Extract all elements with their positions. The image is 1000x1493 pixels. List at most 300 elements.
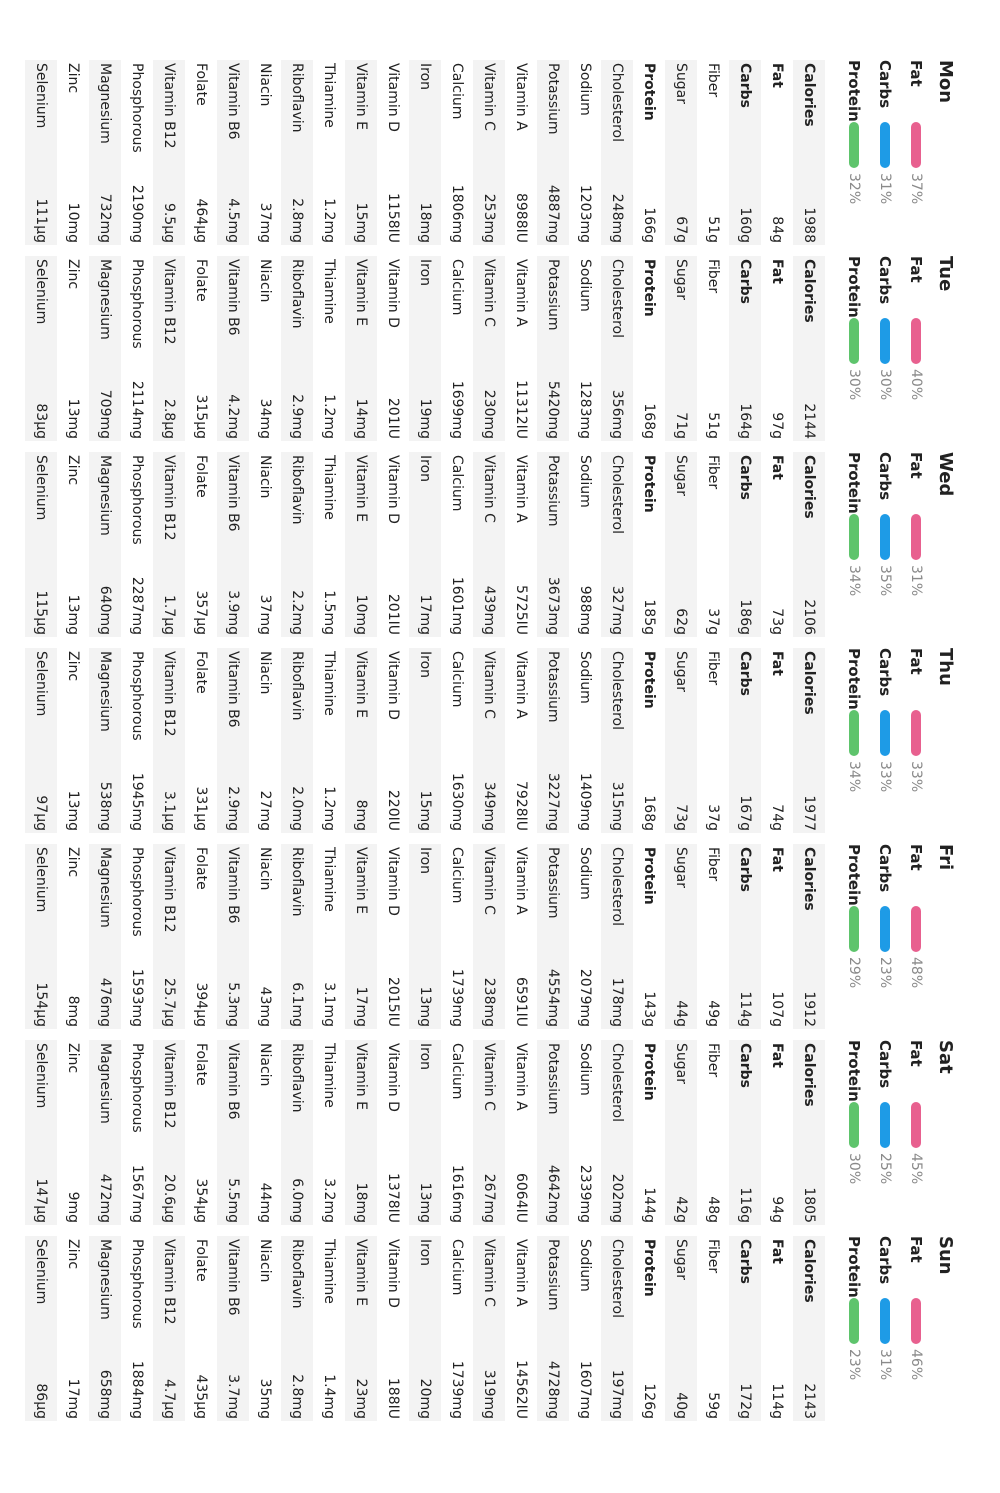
nutrient-value: 2.9mg	[225, 786, 241, 831]
macro-label-protein: Protein	[845, 844, 864, 906]
nutrient-label: Vitamin C	[481, 651, 497, 719]
nutrient-label: Fat	[769, 847, 785, 872]
nutrient-value: 67g	[673, 216, 689, 243]
nutrient-value: 25.7µg	[161, 978, 177, 1027]
nutrient-value: 267mg	[481, 1173, 497, 1223]
table-row	[153, 452, 185, 637]
table-row	[441, 844, 473, 1029]
macro-row-carbs	[870, 1040, 901, 1225]
nutrient-value: 172g	[737, 1383, 753, 1419]
nutrient-label: Selenium	[33, 847, 49, 913]
table-row	[281, 256, 313, 441]
table-row	[729, 1236, 761, 1421]
table-row	[185, 452, 217, 637]
macro-row-carbs	[870, 60, 901, 245]
nutrient-label: Vitamin B6	[225, 1043, 241, 1120]
nutrient-label: Iron	[417, 847, 433, 875]
table-row	[57, 1236, 89, 1421]
table-row	[793, 452, 825, 637]
nutrient-label: Niacin	[257, 651, 273, 695]
nutrient-value: 160g	[737, 207, 753, 243]
day-column-sun	[25, 1236, 958, 1421]
table-row	[153, 1236, 185, 1421]
nutrient-label: Magnesium	[97, 847, 113, 928]
table-row	[281, 844, 313, 1029]
table-row	[121, 1040, 153, 1225]
macro-bar-protein	[850, 1102, 860, 1148]
table-row	[793, 256, 825, 441]
nutrient-label: Iron	[417, 1043, 433, 1071]
nutrient-label: Folate	[193, 63, 209, 106]
nutrient-label: Thiamine	[321, 63, 337, 128]
macro-row-protein	[839, 648, 870, 833]
table-row	[217, 1040, 249, 1225]
table-row	[505, 1040, 537, 1225]
nutrient-label: Sugar	[673, 63, 689, 104]
table-row	[441, 60, 473, 245]
macro-label-protein: Protein	[845, 1040, 864, 1102]
table-row	[729, 1040, 761, 1225]
nutrient-label: Iron	[417, 63, 433, 91]
nutrient-label: Vitamin A	[513, 1239, 529, 1307]
table-row	[665, 1236, 697, 1421]
nutrient-value: 349mg	[481, 781, 497, 831]
nutrient-value: 476mg	[97, 977, 113, 1027]
nutrient-label: Cholesterol	[609, 63, 625, 143]
nutrient-value: 4.7µg	[161, 1378, 177, 1419]
nutrient-value: 17mg	[417, 594, 433, 635]
nutrient-value: 18mg	[353, 1182, 369, 1223]
nutrient-value: 2114mg	[129, 380, 145, 439]
table-row	[505, 1236, 537, 1421]
nutrient-label: Riboflavin	[289, 259, 305, 329]
nutrient-label: Iron	[417, 455, 433, 483]
table-row	[121, 648, 153, 833]
nutrient-label: Vitamin A	[513, 1043, 529, 1111]
nutrient-value: 37mg	[257, 202, 273, 243]
table-row	[185, 60, 217, 245]
nutrient-label: Vitamin D	[385, 259, 401, 328]
table-row	[345, 844, 377, 1029]
nutrient-value: 3673mg	[545, 576, 561, 635]
nutrient-value: 37g	[705, 608, 721, 635]
nutrient-value: 5.3mg	[225, 982, 241, 1027]
nutrient-value: 48g	[705, 1196, 721, 1223]
macro-bar-fat	[912, 1298, 922, 1344]
macro-bar-protein	[850, 514, 860, 560]
table-row	[377, 452, 409, 637]
nutrient-value: 126g	[641, 1383, 657, 1419]
nutrient-value: 2079mg	[577, 968, 593, 1027]
table-row	[601, 60, 633, 245]
nutrient-label: Cholesterol	[609, 1043, 625, 1123]
nutrient-value: 1912	[801, 991, 817, 1027]
nutrient-value: 8mg	[65, 995, 81, 1027]
macro-label-protein: Protein	[845, 1236, 864, 1298]
nutrient-value: 5725IU	[513, 584, 529, 635]
nutrient-label: Zinc	[65, 1043, 81, 1074]
nutrient-value: 27mg	[257, 790, 273, 831]
nutrient-value: 2106	[801, 599, 817, 635]
nutrient-value: 1739mg	[449, 1360, 465, 1419]
macro-label-fat: Fat	[907, 452, 926, 479]
nutrient-value: 114g	[769, 1383, 785, 1419]
nutrient-value: 464µg	[193, 198, 209, 243]
table-row	[377, 256, 409, 441]
nutrient-value: 178mg	[609, 977, 625, 1027]
macro-row-fat	[901, 60, 932, 245]
table-row	[121, 60, 153, 245]
macro-percent-protein: 32%	[846, 173, 863, 205]
nutrient-value: 168g	[641, 403, 657, 439]
table-row	[249, 256, 281, 441]
nutrient-value: 167g	[737, 795, 753, 831]
table-row	[217, 60, 249, 245]
table-row	[537, 452, 569, 637]
nutrient-value: 73g	[769, 608, 785, 635]
nutrient-value: 15mg	[417, 790, 433, 831]
nutrient-label: Folate	[193, 847, 209, 890]
nutrient-value: 2190mg	[129, 184, 145, 243]
nutrient-label: Vitamin D	[385, 63, 401, 132]
table-row	[185, 1236, 217, 1421]
table-row	[249, 452, 281, 637]
nutrient-label: Folate	[193, 1239, 209, 1282]
nutrient-value: 84g	[769, 216, 785, 243]
macro-label-protein: Protein	[845, 648, 864, 710]
table-row	[121, 452, 153, 637]
table-row	[537, 1236, 569, 1421]
nutrient-label: Vitamin B12	[161, 455, 177, 541]
macro-label-fat: Fat	[907, 844, 926, 871]
nutrient-value: 1945mg	[129, 772, 145, 831]
nutrient-value: 201IU	[385, 397, 401, 439]
table-row	[793, 1236, 825, 1421]
nutrient-label: Fiber	[705, 1239, 721, 1274]
nutrient-label: Magnesium	[97, 1239, 113, 1320]
nutrient-value: 1593mg	[129, 968, 145, 1027]
table-row	[761, 1040, 793, 1225]
macro-bar-carbs	[881, 1298, 891, 1344]
nutrient-value: 1.2mg	[321, 394, 337, 439]
nutrient-label: Selenium	[33, 455, 49, 521]
table-row	[697, 1040, 729, 1225]
nutrient-value: 3.2mg	[321, 1178, 337, 1223]
macro-bar-fat	[912, 122, 922, 168]
nutrient-label: Riboflavin	[289, 651, 305, 721]
table-row	[633, 452, 665, 637]
macro-label-carbs: Carbs	[876, 648, 895, 697]
table-row	[601, 1040, 633, 1225]
macro-bar-protein	[850, 122, 860, 168]
nutrient-label: Vitamin B12	[161, 651, 177, 737]
nutrient-table	[25, 844, 825, 1029]
table-row	[153, 1040, 185, 1225]
nutrient-table	[25, 60, 825, 245]
table-row	[377, 1040, 409, 1225]
nutrient-value: 144g	[641, 1187, 657, 1223]
nutrient-label: Folate	[193, 1043, 209, 1086]
nutrient-value: 356mg	[609, 389, 625, 439]
table-row	[729, 452, 761, 637]
macro-bar-carbs	[881, 318, 891, 364]
nutrient-label: Potassium	[545, 651, 561, 723]
nutrient-value: 1616mg	[449, 1164, 465, 1223]
nutrient-value: 17mg	[353, 986, 369, 1027]
nutrient-label: Carbs	[737, 63, 753, 108]
nutrient-value: 5420mg	[545, 380, 561, 439]
table-row	[281, 452, 313, 637]
table-row	[89, 648, 121, 833]
table-row	[665, 1040, 697, 1225]
table-row	[633, 648, 665, 833]
nutrient-value: 6064IU	[513, 1172, 529, 1223]
nutrient-label: Folate	[193, 259, 209, 302]
nutrient-value: 327mg	[609, 585, 625, 635]
nutrient-label: Thiamine	[321, 651, 337, 716]
macro-percent-carbs: 35%	[877, 565, 894, 597]
table-row	[537, 844, 569, 1029]
nutrient-label: Thiamine	[321, 259, 337, 324]
macro-label-fat: Fat	[907, 1040, 926, 1067]
table-row	[569, 60, 601, 245]
nutrient-value: 319mg	[481, 1369, 497, 1419]
nutrient-label: Zinc	[65, 1239, 81, 1270]
macro-percent-carbs: 30%	[877, 369, 894, 401]
nutrient-value: 1283mg	[577, 380, 593, 439]
nutrient-label: Zinc	[65, 847, 81, 878]
nutrient-value: 1567mg	[129, 1164, 145, 1223]
nutrient-label: Vitamin E	[353, 259, 369, 326]
nutrient-value: 248mg	[609, 193, 625, 243]
table-row	[793, 60, 825, 245]
nutrient-value: 2143	[801, 1383, 817, 1419]
table-row	[473, 1236, 505, 1421]
table-row	[569, 256, 601, 441]
macro-percent-carbs: 33%	[877, 761, 894, 793]
table-row	[25, 1040, 57, 1225]
table-row	[409, 60, 441, 245]
nutrient-label: Riboflavin	[289, 1239, 305, 1309]
table-row	[601, 452, 633, 637]
nutrient-label: Potassium	[545, 63, 561, 135]
table-row	[537, 60, 569, 245]
nutrient-value: 253mg	[481, 193, 497, 243]
nutrient-label: Selenium	[33, 259, 49, 325]
nutrient-value: 1378IU	[385, 1172, 401, 1223]
table-row	[25, 256, 57, 441]
nutrient-value: 1988	[801, 207, 817, 243]
day-column-tue	[25, 256, 958, 441]
nutrient-label: Protein	[641, 1239, 657, 1297]
table-row	[89, 452, 121, 637]
table-row	[697, 844, 729, 1029]
nutrient-label: Protein	[641, 1043, 657, 1101]
macro-label-carbs: Carbs	[876, 60, 895, 109]
table-row	[153, 844, 185, 1029]
nutrient-value: 4.2mg	[225, 394, 241, 439]
macro-row-fat	[901, 844, 932, 1029]
nutrient-label: Cholesterol	[609, 455, 625, 535]
nutrient-label: Vitamin C	[481, 1043, 497, 1111]
table-row	[665, 256, 697, 441]
macro-label-carbs: Carbs	[876, 844, 895, 893]
table-row	[89, 1040, 121, 1225]
macro-row-protein	[839, 1236, 870, 1421]
table-row	[153, 60, 185, 245]
nutrient-label: Fat	[769, 455, 785, 480]
nutrient-value: 37g	[705, 804, 721, 831]
nutrient-label: Sodium	[577, 847, 593, 900]
day-column-thu	[25, 648, 958, 833]
nutrient-value: 185g	[641, 599, 657, 635]
macro-row-protein	[839, 1040, 870, 1225]
table-row	[217, 648, 249, 833]
macro-row-fat	[901, 648, 932, 833]
table-row	[601, 1236, 633, 1421]
nutrient-value: 354µg	[193, 1178, 209, 1223]
nutrient-label: Vitamin E	[353, 1043, 369, 1110]
table-row	[633, 1236, 665, 1421]
nutrient-label: Carbs	[737, 259, 753, 304]
table-row	[441, 256, 473, 441]
day-column-sat	[25, 1040, 958, 1225]
nutrient-value: 44mg	[257, 1182, 273, 1223]
table-row	[409, 1236, 441, 1421]
nutrient-value: 3.1mg	[321, 982, 337, 1027]
table-row	[313, 1236, 345, 1421]
nutrient-label: Calcium	[449, 259, 465, 316]
nutrient-value: 2015IU	[385, 976, 401, 1027]
nutrient-label: Calories	[801, 63, 817, 127]
macro-label-carbs: Carbs	[876, 256, 895, 305]
nutrient-value: 147µg	[33, 1178, 49, 1223]
table-row	[633, 1040, 665, 1225]
nutrient-value: 230mg	[481, 389, 497, 439]
nutrient-label: Magnesium	[97, 455, 113, 536]
nutrient-value: 2.9mg	[289, 394, 305, 439]
nutrient-label: Vitamin A	[513, 651, 529, 719]
macro-percent-protein: 34%	[846, 761, 863, 793]
table-row	[377, 60, 409, 245]
nutrient-value: 435µg	[193, 1374, 209, 1419]
nutrient-label: Calcium	[449, 847, 465, 904]
table-row	[217, 256, 249, 441]
table-row	[697, 256, 729, 441]
table-row	[409, 1040, 441, 1225]
table-row	[281, 1040, 313, 1225]
table-row	[601, 844, 633, 1029]
nutrient-value: 1699mg	[449, 380, 465, 439]
table-row	[57, 256, 89, 441]
table-row	[313, 844, 345, 1029]
macro-bar-carbs	[881, 122, 891, 168]
nutrient-label: Vitamin D	[385, 651, 401, 720]
nutrient-label: Selenium	[33, 63, 49, 129]
nutrient-label: Phosphorous	[129, 455, 145, 545]
day-title: Sat	[935, 1040, 956, 1074]
nutrient-value: 202mg	[609, 1173, 625, 1223]
nutrient-value: 97g	[769, 412, 785, 439]
macro-percent-fat: 40%	[908, 369, 925, 401]
macro-percent-protein: 34%	[846, 565, 863, 597]
macro-row-carbs	[870, 844, 901, 1029]
nutrient-value: 1805	[801, 1187, 817, 1223]
nutrient-label: Iron	[417, 1239, 433, 1267]
nutrient-table	[25, 1236, 825, 1421]
macro-row-fat	[901, 256, 932, 441]
nutrient-value: 201IU	[385, 593, 401, 635]
nutrient-label: Vitamin B6	[225, 1239, 241, 1316]
table-row	[57, 1040, 89, 1225]
macro-percent-carbs: 25%	[877, 1153, 894, 1185]
table-row	[793, 648, 825, 833]
macro-row-protein	[839, 452, 870, 637]
macro-row-fat	[901, 1040, 932, 1225]
macro-row-carbs	[870, 256, 901, 441]
nutrient-label: Riboflavin	[289, 63, 305, 133]
nutrient-label: Thiamine	[321, 455, 337, 520]
nutrient-value: 2287mg	[129, 576, 145, 635]
nutrient-value: 10mg	[353, 594, 369, 635]
nutrient-value: 1884mg	[129, 1360, 145, 1419]
table-row	[121, 1236, 153, 1421]
table-row	[697, 60, 729, 245]
nutrient-label: Fat	[769, 63, 785, 88]
nutrient-label: Carbs	[737, 1043, 753, 1088]
macro-bar-fat	[912, 906, 922, 952]
nutrient-label: Vitamin E	[353, 1239, 369, 1306]
nutrient-value: 114g	[737, 991, 753, 1027]
table-row	[537, 1040, 569, 1225]
nutrient-value: 17mg	[65, 1378, 81, 1419]
nutrient-label: Vitamin A	[513, 63, 529, 131]
nutrient-label: Niacin	[257, 63, 273, 107]
macro-percent-fat: 46%	[908, 1349, 925, 1381]
nutrient-label: Vitamin B6	[225, 651, 241, 728]
nutrient-value: 73g	[673, 804, 689, 831]
nutrient-label: Potassium	[545, 1239, 561, 1311]
table-row	[665, 60, 697, 245]
nutrient-label: Zinc	[65, 651, 81, 682]
nutrient-value: 4.5mg	[225, 198, 241, 243]
table-row	[537, 648, 569, 833]
macro-bar-carbs	[881, 710, 891, 756]
nutrient-label: Magnesium	[97, 63, 113, 144]
nutrient-value: 4887mg	[545, 184, 561, 243]
table-row	[441, 452, 473, 637]
table-row	[505, 60, 537, 245]
nutrient-value: 49g	[705, 1000, 721, 1027]
nutrient-label: Selenium	[33, 1239, 49, 1305]
macro-row-protein	[839, 256, 870, 441]
nutrient-value: 1.7µg	[161, 594, 177, 635]
table-row	[473, 1040, 505, 1225]
macro-percent-fat: 31%	[908, 565, 925, 597]
nutrient-value: 23mg	[353, 1378, 369, 1419]
table-row	[473, 256, 505, 441]
nutrient-value: 14mg	[353, 398, 369, 439]
macro-bar-protein	[850, 906, 860, 952]
nutrient-label: Sodium	[577, 63, 593, 116]
table-row	[185, 844, 217, 1029]
nutrient-label: Fiber	[705, 455, 721, 490]
macro-bar-protein	[850, 710, 860, 756]
nutrient-value: 37mg	[257, 594, 273, 635]
nutrient-label: Vitamin C	[481, 847, 497, 915]
nutrient-value: 3.1µg	[161, 790, 177, 831]
nutrient-value: 709mg	[97, 389, 113, 439]
